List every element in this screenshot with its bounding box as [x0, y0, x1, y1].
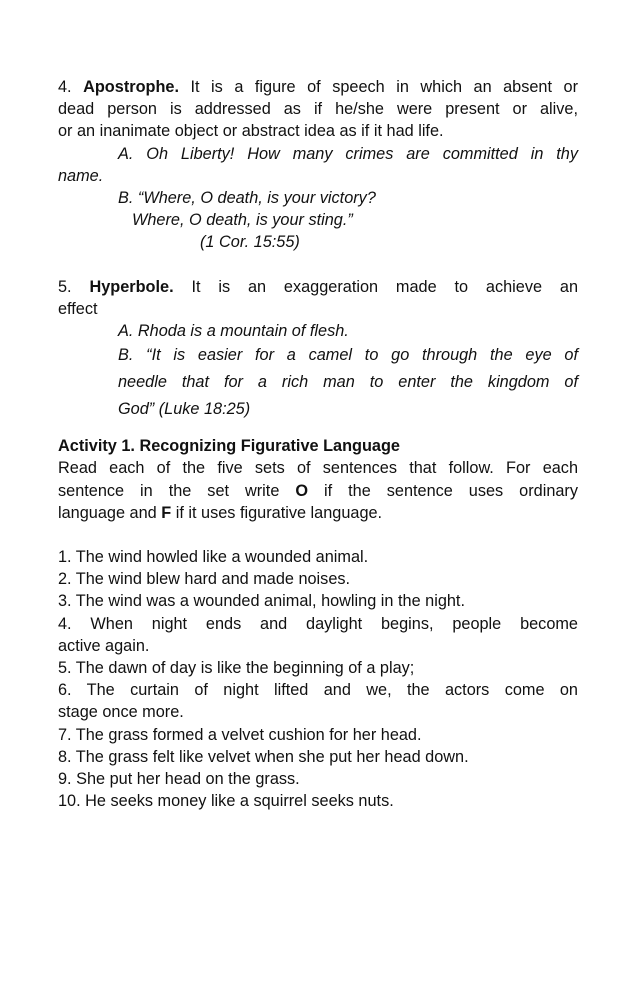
spacer	[58, 254, 578, 276]
spacer	[58, 423, 578, 435]
ordinary-marker: O	[295, 481, 309, 500]
hyperbole-number: 5.	[58, 277, 72, 296]
hyperbole-definition-line-2: effect	[58, 299, 98, 318]
hyperbole-example-b-line-2: needle that for a rich man to enter the kingdom of	[118, 373, 578, 392]
instructions-text: language and	[58, 503, 157, 522]
hyperbole-example-b-line-1: B. “It is easier for a camel to go through the eye of	[118, 346, 578, 365]
spacer	[58, 524, 578, 546]
figurative-marker: F	[161, 503, 172, 522]
list-item: 2. The wind blew hard and made noises.	[58, 570, 351, 589]
list-item: 1. The wind howled like a wounded animal.	[58, 548, 369, 567]
document-page	[58, 76, 578, 812]
apostrophe-section	[58, 76, 578, 254]
instructions-text: if it uses figurative language.	[175, 503, 383, 522]
list-item-continuation: stage once more.	[58, 703, 184, 722]
activity-instructions-line-1: Read each of the five sets of sentences that follow. For each	[58, 459, 578, 478]
list-item: 10. He seeks money like a squirrel seeks nuts.	[58, 792, 394, 811]
hyperbole-definition-line-1	[58, 276, 578, 298]
hyperbole-term: Hyperbole.	[89, 277, 174, 296]
apostrophe-example-b-line-1: B. “Where, O death, is your victory?	[118, 189, 376, 208]
list-item: 5. The dawn of day is like the beginning of a play;	[58, 659, 415, 678]
apostrophe-example-a-line-1: A. Oh Liberty! How many crimes are committed in thy	[118, 144, 578, 163]
hyperbole-example-b-line-3: God” (Luke 18:25)	[118, 400, 251, 419]
apostrophe-number: 4.	[58, 78, 72, 96]
apostrophe-definition-text: It is a figure of speech in which an absent or	[190, 78, 578, 96]
apostrophe-definition-line-2: dead person is addressed as if he/she were present or alive,	[58, 100, 578, 119]
hyperbole-definition-text: It is an exaggeration made to achieve an	[191, 277, 578, 296]
instructions-text: if the sentence uses ordinary	[324, 481, 578, 500]
apostrophe-definition-line-3: or an inanimate object or abstract idea as if it had life.	[58, 122, 444, 141]
hyperbole-example-a: A. Rhoda is a mountain of flesh.	[118, 322, 349, 341]
list-item: 9. She put her head on the grass.	[58, 770, 300, 789]
apostrophe-example-b-line-2: Where, O death, is your sting.”	[132, 211, 353, 230]
list-item-continuation: active again.	[58, 636, 150, 655]
list-item: 6. The curtain of night lifted and we, the actors come on	[58, 681, 578, 700]
apostrophe-example-b-reference: (1 Cor. 15:55)	[200, 233, 300, 252]
apostrophe-example-a-line-2: name.	[58, 166, 104, 185]
list-item: 4. When night ends and daylight begins, people become	[58, 614, 578, 633]
hyperbole-section	[58, 276, 578, 424]
list-item: 3. The wind was a wounded animal, howling in the night.	[58, 592, 465, 611]
list-item: 8. The grass felt like velvet when she put her head down.	[58, 747, 469, 766]
apostrophe-term: Apostrophe.	[83, 78, 179, 96]
activity-instructions-line-2	[58, 480, 578, 502]
activity-instructions-line-3	[58, 502, 578, 524]
list-item: 7. The grass formed a velvet cushion for her head.	[58, 725, 422, 744]
apostrophe-definition-line-1	[58, 76, 578, 98]
instructions-text: sentence in the set write	[58, 481, 280, 500]
activity-title: Activity 1. Recognizing Figurative Language	[58, 437, 400, 456]
activity-section	[58, 435, 578, 812]
